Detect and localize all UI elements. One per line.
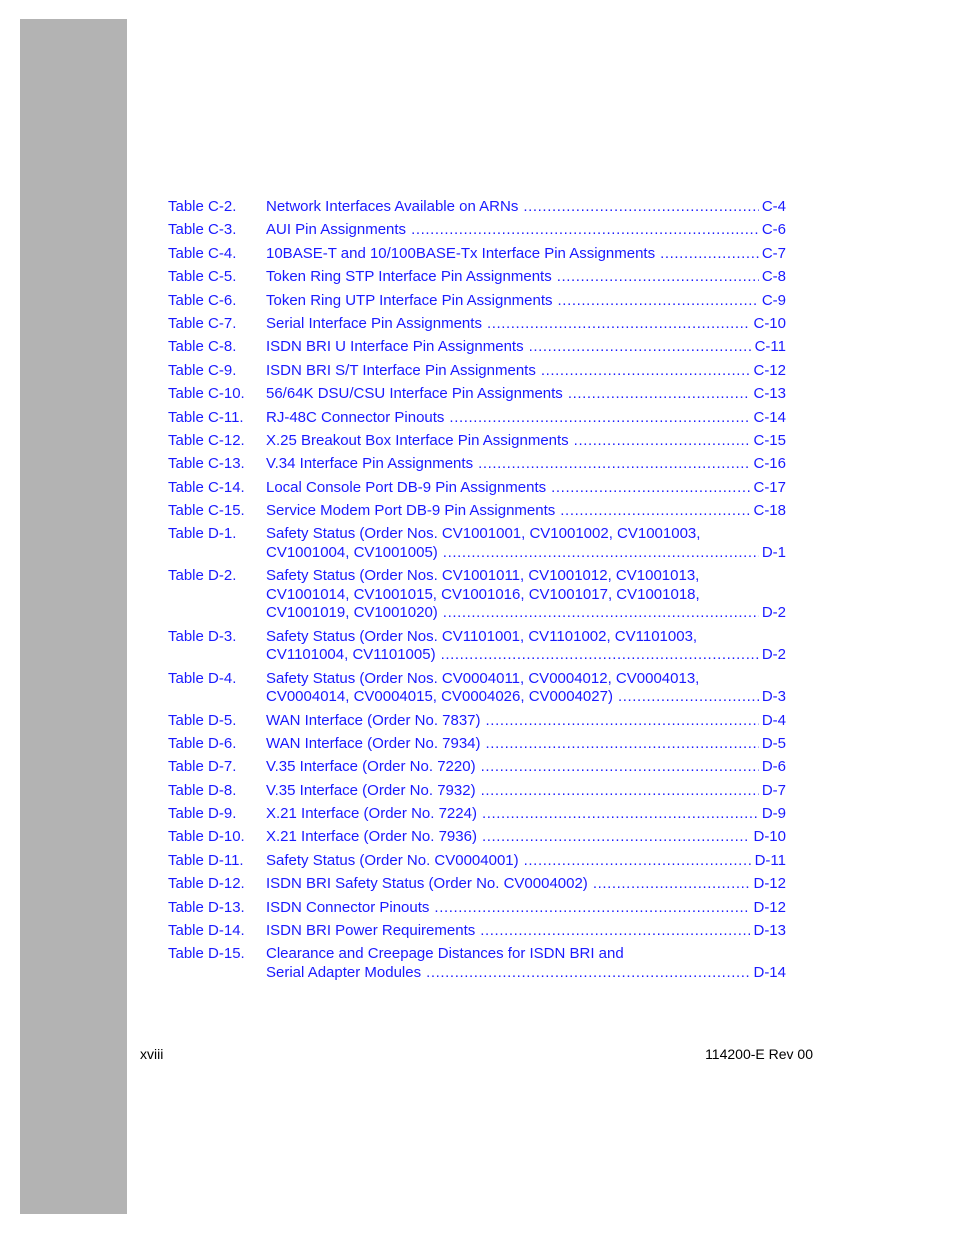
toc-entry-page-ref[interactable]: D-5 [761,734,786,752]
toc-entry-title-block [266,805,786,824]
toc-entry-title-line: Clearance and Creepage Distances for ISDN BRI and [266,945,624,963]
toc-entry-title-block [266,828,786,847]
toc-entry-page-ref[interactable]: C-17 [753,478,786,496]
toc-entry-page-ref[interactable]: D-2 [761,646,786,664]
toc-entry-label: Table C-15. [168,502,245,520]
toc-entry-page-ref[interactable]: C-18 [753,502,786,520]
toc-entry-final-line [266,198,786,217]
toc-entry-final-line [266,268,786,287]
toc-entry-title: Token Ring UTP Interface Pin Assignments [266,291,553,309]
toc-entry-title: X.21 Interface (Order No. 7936) [266,828,477,846]
toc-entry-label: Table D-1. [168,525,237,543]
toc-entry-page-ref[interactable]: D-1 [761,543,786,561]
toc-entry-label: Table D-15. [168,945,245,963]
dot-leader [618,688,759,707]
toc-entry-final-line [266,712,786,731]
dot-leader [411,221,759,240]
toc-entry-title-block [266,945,786,982]
toc-entry-page-ref[interactable]: D-12 [753,875,786,893]
toc-entry-title-block [266,245,786,264]
toc-entry-title-block [266,899,786,918]
toc-entry[interactable] [168,805,786,824]
toc-entry-final-line [266,899,786,918]
toc-entry-title: WAN Interface (Order No. 7934) [266,734,481,752]
dot-leader [660,245,759,264]
toc-entry[interactable] [168,899,786,918]
toc-entry-final-line [266,688,786,707]
dot-leader [486,735,759,754]
toc-entry-title-block [266,670,786,707]
toc-entry-page-ref[interactable]: C-13 [753,385,786,403]
toc-entry-title-block [266,315,786,334]
toc-entry-title: ISDN BRI S/T Interface Pin Assignments [266,361,536,379]
toc-entry-final-line [266,875,786,894]
toc-entry-page-ref[interactable]: C-16 [753,455,786,473]
toc-entry-label: Table C-13. [168,455,245,473]
toc-entry-final-line [266,964,786,983]
toc-entry-label: Table C-10. [168,385,245,403]
toc-entry-title-block [266,198,786,217]
toc-entry-final-line [266,409,786,428]
toc-entry-title: ISDN BRI Safety Status (Order No. CV0004002) [266,875,588,893]
toc-entry[interactable] [168,385,786,404]
dot-leader [443,604,759,623]
toc-entry-label: Table C-2. [168,198,237,215]
toc-entry-page-ref[interactable]: D-9 [761,805,786,823]
toc-entry-page-ref[interactable]: C-4 [761,198,786,215]
toc-entry[interactable] [168,338,786,357]
dot-leader [541,362,751,381]
dot-leader [557,268,759,287]
footer-document-id: 114200-E Rev 00 [705,1046,813,1062]
toc-entry-label: Table C-4. [168,244,237,262]
toc-entry-final-line [266,805,786,824]
toc-entry-final-line [266,432,786,451]
dot-leader [481,782,759,801]
toc-entry-label: Table D-7. [168,758,237,776]
toc-entry[interactable] [168,315,786,334]
toc-entry-final-line [266,455,786,474]
toc-entry[interactable] [168,525,786,562]
toc-entry-label: Table D-12. [168,875,245,893]
table-of-contents-list [168,198,786,987]
toc-entry-title-line: Safety Status (Order Nos. CV1001011, CV1001012, CV1001013, [266,567,700,585]
toc-entry-title: 56/64K DSU/CSU Interface Pin Assignments [266,385,563,403]
toc-entry[interactable] [168,782,786,801]
toc-entry-title-block [266,479,786,498]
toc-entry-title: ISDN BRI Power Requirements [266,922,476,940]
toc-entry-final-line [266,735,786,754]
toc-entry[interactable] [168,292,786,311]
toc-entry-page-ref[interactable]: C-6 [761,221,786,239]
dot-leader [551,479,750,498]
toc-entry-label: Table C-5. [168,268,237,286]
toc-entry-title-block [266,628,786,665]
dot-leader [524,852,752,871]
toc-entry-final-line [266,221,786,240]
toc-entry-page-ref[interactable]: C-12 [753,361,786,379]
dot-leader [434,899,750,918]
toc-entry-label: Table C-14. [168,478,245,496]
toc-entry-title-line: Safety Status (Order Nos. CV1101001, CV1101002, CV1101003, [266,627,698,645]
dot-leader [486,712,759,731]
toc-entry[interactable] [168,221,786,240]
toc-entry-title-block [266,455,786,474]
toc-entry-page-ref[interactable]: D-2 [761,604,786,622]
toc-entry-label: Table D-5. [168,711,237,729]
toc-entry-page-ref[interactable]: C-8 [761,268,786,286]
toc-entry-label: Table D-6. [168,734,237,752]
toc-entry-title: Safety Status (Order No. CV0004001) [266,851,519,869]
toc-entry-final-line [266,338,786,357]
toc-entry-final-line [266,604,786,623]
dot-leader [593,875,751,894]
toc-entry[interactable] [168,245,786,264]
toc-entry-label: Table D-4. [168,669,237,687]
toc-entry[interactable] [168,567,786,623]
toc-entry-title-block [266,432,786,451]
toc-entry-title-line: Safety Status (Order Nos. CV0004011, CV0004012, CV0004013, [266,669,700,687]
dot-leader [523,198,758,217]
toc-entry-title-block [266,735,786,754]
dot-leader [480,922,750,941]
toc-entry-title-line: CV1001014, CV1001015, CV1001016, CV1001017, CV1001018, [266,585,700,603]
toc-entry-title-block [266,338,786,357]
toc-entry-title: RJ-48C Connector Pinouts [266,408,445,426]
toc-entry-title-block [266,922,786,941]
toc-entry-label: Table D-9. [168,805,237,823]
toc-entry-title-block [266,268,786,287]
toc-entry-title: AUI Pin Assignments [266,221,407,239]
toc-entry-title-block [266,782,786,801]
toc-entry-title-block [266,852,786,871]
toc-entry-title: V.35 Interface (Order No. 7932) [266,781,476,799]
dot-leader [529,338,752,357]
toc-entry-title: V.35 Interface (Order No. 7220) [266,758,476,776]
toc-entry[interactable] [168,198,786,217]
toc-entry[interactable] [168,828,786,847]
toc-entry-title: ISDN Connector Pinouts [266,898,430,916]
toc-entry-title: X.25 Breakout Box Interface Pin Assignments [266,431,569,449]
toc-entry[interactable] [168,455,786,474]
toc-entry-page-ref[interactable]: D-14 [753,963,786,981]
toc-entry-final-line [266,782,786,801]
toc-entry-label: Table D-10. [168,828,245,846]
toc-entry-label: Table C-6. [168,291,237,309]
toc-entry-final-line [266,362,786,381]
toc-entry-title: V.34 Interface Pin Assignments [266,455,474,473]
toc-entry-title: ISDN BRI U Interface Pin Assignments [266,338,524,356]
toc-entry[interactable] [168,268,786,287]
toc-entry-title: CV0004014, CV0004015, CV0004026, CV0004027) [266,688,613,706]
toc-entry-title-line: Safety Status (Order Nos. CV1001001, CV1001002, CV1001003, [266,525,701,543]
toc-entry[interactable] [168,922,786,941]
dot-leader [574,432,751,451]
toc-entry-title: WAN Interface (Order No. 7837) [266,711,481,729]
toc-entry-label: Table D-8. [168,781,237,799]
toc-entry-label: Table D-14. [168,922,245,940]
toc-entry-label: Table D-11. [168,851,244,869]
toc-entry-title-block [266,385,786,404]
toc-entry-title-block [266,875,786,894]
toc-entry-title-block [266,409,786,428]
toc-entry-final-line [266,385,786,404]
toc-entry-page-ref[interactable]: D-10 [753,828,786,846]
toc-entry[interactable] [168,409,786,428]
toc-entry[interactable] [168,628,786,665]
toc-entry-title-block [266,525,786,562]
toc-entry-label: Table D-13. [168,898,245,916]
toc-entry-page-ref[interactable]: C-11 [754,338,786,356]
toc-entry-final-line [266,544,786,563]
dot-leader [482,805,759,824]
toc-entry-final-line [266,828,786,847]
toc-entry-page-ref[interactable]: C-10 [753,314,786,332]
toc-entry-label: Table C-8. [168,338,237,356]
toc-entry-title: X.21 Interface (Order No. 7224) [266,805,477,823]
toc-entry-final-line [266,315,786,334]
toc-entry-page-ref[interactable]: D-12 [753,898,786,916]
toc-entry-page-ref[interactable]: C-15 [753,431,786,449]
toc-entry-label: Table C-11. [168,408,244,426]
toc-entry-final-line [266,479,786,498]
toc-entry-page-ref[interactable]: D-7 [761,781,786,799]
toc-entry-title-block [266,712,786,731]
dot-leader [482,828,751,847]
toc-entry-title: Serial Adapter Modules [266,963,422,981]
toc-entry-final-line [266,922,786,941]
dot-leader [560,502,750,521]
toc-entry[interactable] [168,502,786,521]
toc-entry[interactable] [168,712,786,731]
toc-entry-title: Network Interfaces Available on ARNs [266,198,519,215]
toc-entry[interactable] [168,432,786,451]
dot-leader [558,292,759,311]
toc-entry[interactable] [168,852,786,871]
toc-entry[interactable] [168,362,786,381]
toc-entry-page-ref[interactable]: C-14 [753,408,786,426]
toc-entry-final-line [266,852,786,871]
toc-entry-label: Table C-9. [168,361,237,379]
dot-leader [441,646,759,665]
toc-entry-page-ref[interactable]: D-6 [761,758,786,776]
toc-entry-final-line [266,646,786,665]
toc-entry-title-block [266,292,786,311]
toc-entry-title-block [266,758,786,777]
toc-entry[interactable] [168,479,786,498]
toc-entry-label: Table D-2. [168,567,237,585]
toc-entry-title-block [266,221,786,240]
toc-entry[interactable] [168,758,786,777]
toc-entry-label: Table C-7. [168,314,237,332]
dot-leader [478,455,750,474]
toc-entry-page-ref[interactable]: D-4 [761,711,786,729]
toc-entry[interactable] [168,875,786,894]
footer-page-number: xviii [140,1046,164,1062]
toc-entry-page-ref[interactable]: D-13 [753,922,786,940]
toc-entry-title: Local Console Port DB-9 Pin Assignments [266,478,547,496]
dot-leader [426,964,750,983]
toc-entry-title: 10BASE-T and 10/100BASE-Tx Interface Pin Assignments [266,244,656,262]
dot-leader [481,758,759,777]
toc-entry-title: Token Ring STP Interface Pin Assignments [266,268,552,286]
dot-leader [443,544,759,563]
toc-entry-page-ref[interactable]: D-11 [754,851,786,869]
toc-entry-final-line [266,292,786,311]
toc-entry-page-ref[interactable]: C-7 [761,244,786,262]
toc-entry-final-line [266,758,786,777]
toc-entry-page-ref[interactable]: D-3 [761,688,786,706]
toc-entry-title: Serial Interface Pin Assignments [266,314,482,332]
toc-entry-final-line [266,245,786,264]
toc-entry[interactable] [168,735,786,754]
toc-entry-final-line [266,502,786,521]
toc-entry-title-block [266,567,786,623]
dot-leader [487,315,751,334]
toc-entry-title: CV1001019, CV1001020) [266,604,438,622]
toc-entry-title-block [266,362,786,381]
toc-entry-label: Table D-3. [168,627,237,645]
toc-entry-title: CV1101004, CV1101005) [266,646,436,664]
toc-entry-page-ref[interactable]: C-9 [761,291,786,309]
toc-entry-label: Table C-3. [168,221,237,239]
toc-entry-title-block [266,502,786,521]
toc-entry[interactable] [168,945,786,982]
side-bar [20,19,127,1214]
dot-leader [568,385,751,404]
dot-leader [449,409,750,428]
toc-entry-title: CV1001004, CV1001005) [266,543,438,561]
toc-entry[interactable] [168,670,786,707]
toc-entry-title: Service Modem Port DB-9 Pin Assignments [266,502,556,520]
toc-entry-label: Table C-12. [168,431,245,449]
